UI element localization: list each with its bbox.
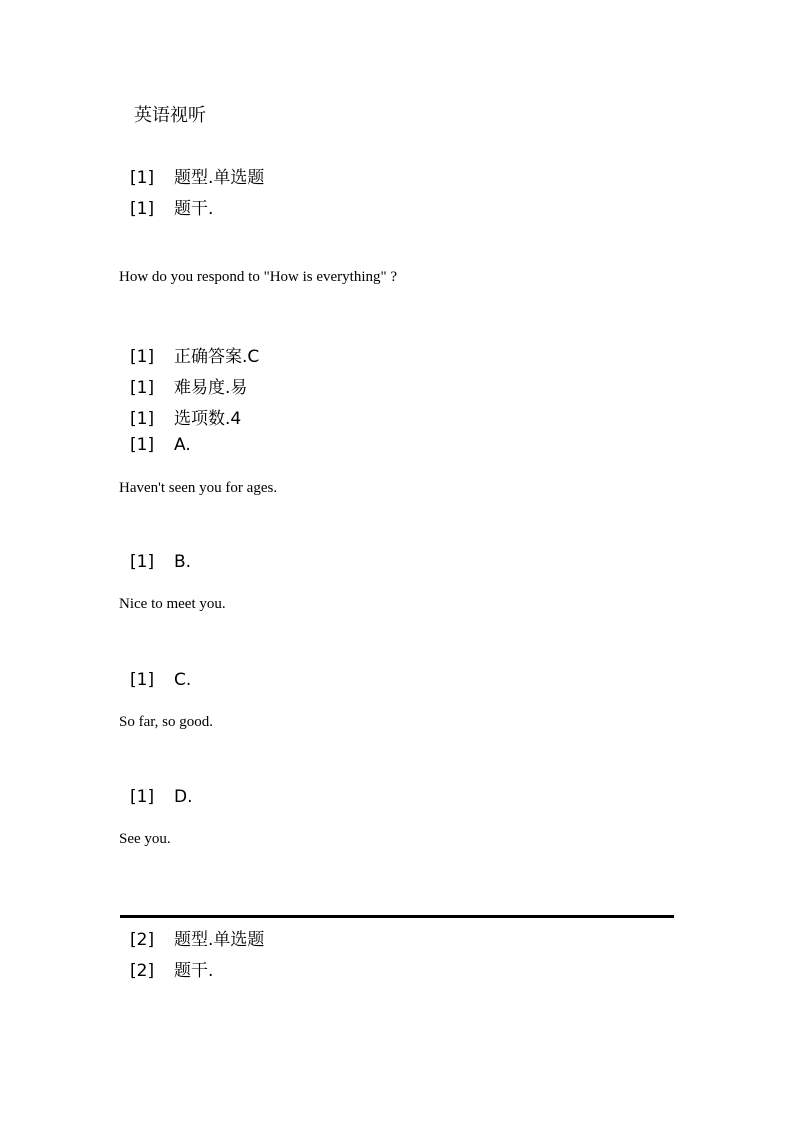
q1-answer-text: 正确答案.C (174, 347, 260, 367)
q1-option-b-label-line (130, 552, 191, 572)
q2-type-number: [2] (130, 930, 155, 950)
q1-difficulty-number: [1] (130, 378, 155, 398)
q2-type-text: 题型.单选题 (174, 930, 265, 950)
q1-option-count-number: [1] (130, 409, 155, 429)
q1-type-text: 题型.单选题 (174, 168, 265, 188)
q2-stem-label-text: 题干. (174, 961, 214, 981)
q1-option-d-label-line (130, 787, 193, 807)
q1-option-b-number: [1] (130, 552, 155, 572)
q1-type-line (130, 163, 264, 188)
q1-option-a-label-line (130, 435, 191, 455)
q1-option-b-text: Nice to meet you. (119, 596, 226, 612)
q1-option-a-text: Haven't seen you for ages. (119, 480, 278, 496)
question-divider (120, 915, 674, 918)
q2-stem-label-line (130, 956, 213, 981)
q1-option-count-text: 选项数.4 (174, 409, 242, 429)
q1-option-b-label: B. (174, 552, 192, 572)
q1-stem-label-text: 题干. (174, 199, 214, 219)
q1-option-d-number: [1] (130, 787, 155, 807)
q2-type-line (130, 925, 264, 950)
q1-option-c-label: C. (174, 670, 192, 690)
q1-option-a-label: A. (174, 435, 191, 455)
q1-stem-label-line (130, 194, 213, 219)
q1-type-number: [1] (130, 168, 155, 188)
q2-stem-label-number: [2] (130, 961, 155, 981)
q1-answer-line (130, 342, 259, 367)
q1-option-c-number: [1] (130, 670, 155, 690)
q1-option-d-text: See you. (119, 831, 171, 847)
q1-stem-text: How do you respond to "How is everything" ? (119, 269, 398, 285)
q1-difficulty-text: 难易度.易 (174, 378, 248, 398)
q1-option-d-label: D. (174, 787, 193, 807)
q1-option-count-line (130, 404, 241, 429)
q1-option-c-text: So far, so good. (119, 714, 213, 730)
q1-stem-label-number: [1] (130, 199, 155, 219)
q1-option-a-number: [1] (130, 435, 155, 455)
q1-difficulty-line (130, 373, 247, 398)
section-title: 英语视听 (134, 105, 206, 126)
q1-option-c-label-line (130, 670, 191, 690)
q1-answer-number: [1] (130, 347, 155, 367)
